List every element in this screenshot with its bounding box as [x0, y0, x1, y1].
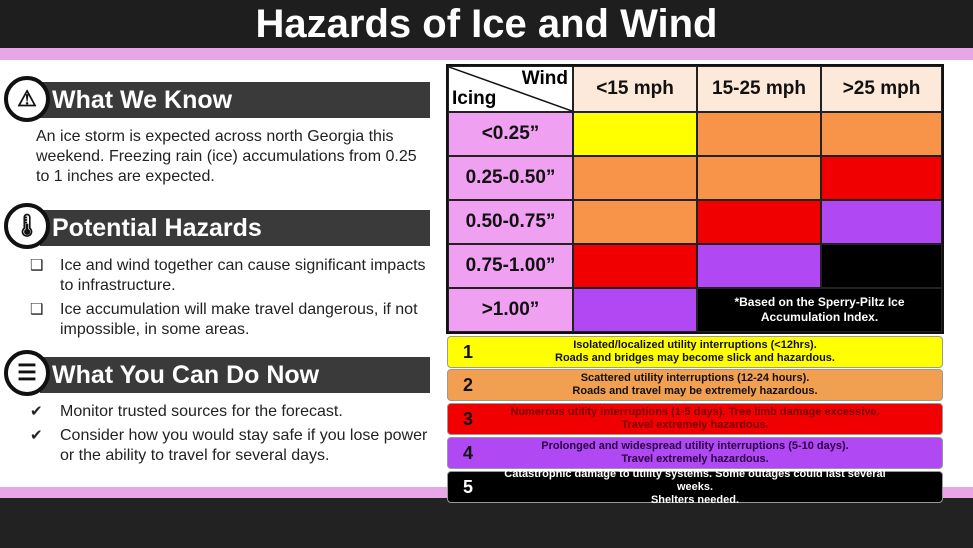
legend-line: Roads and travel may be extremely hazardous. — [572, 385, 818, 397]
legend-line: Prolonged and widespread utility interruptions (5-10 days). — [541, 440, 849, 452]
checkbox-bullet-icon: ❑ — [30, 301, 44, 318]
matrix-corner — [448, 66, 573, 112]
page-title: Hazards of Ice and Wind — [0, 0, 973, 48]
legend-line: Roads and bridges may become slick and hazardous. — [555, 352, 835, 364]
icing-row-header: <0.25” — [448, 112, 573, 156]
icing-label: Icing — [452, 88, 497, 109]
legend-row-level-2 — [447, 369, 943, 401]
legend-level-number: 1 — [462, 341, 473, 362]
legend-line: Shelters needed. — [650, 493, 740, 506]
matrix-cell-level-2 — [697, 156, 821, 200]
matrix-cell-level-2 — [697, 112, 821, 156]
legend-level-number: 3 — [462, 408, 473, 429]
sperry-piltz-note: *Based on the Sperry-Piltz Ice Accumulation Index. — [697, 288, 942, 332]
list-item-text: Monitor trusted sources for the forecast. — [60, 403, 343, 420]
wind-label: Wind — [521, 68, 568, 89]
legend-line: Travel extremely hazardous. — [621, 419, 769, 431]
legend-line: Numerous utility interruptions (1-5 days). Tree limb damage excessive. — [510, 406, 880, 418]
matrix-cell-level-4 — [697, 244, 821, 288]
section-heading-what-you-can-do: What You Can Do Now — [40, 357, 430, 393]
legend-level-number: 2 — [462, 374, 473, 395]
list-item — [30, 402, 430, 422]
legend-line: Scattered utility interruptions (12-24 hours). — [580, 372, 810, 384]
section-heading-potential-hazards: Potential Hazards — [40, 210, 430, 246]
legend-row-level-1 — [447, 336, 943, 368]
wind-col-header: 15-25 mph — [697, 66, 821, 112]
icing-row-header: 0.75-1.00” — [448, 244, 573, 288]
checkmark-icon: ✔ — [30, 403, 43, 420]
matrix-cell-level-5 — [821, 244, 942, 288]
legend-row-level-4 — [447, 437, 943, 469]
legend-level-number: 5 — [462, 476, 473, 497]
ice-wind-matrix — [446, 64, 944, 334]
todo-list — [30, 402, 430, 470]
icing-row-header: 0.50-0.75” — [448, 200, 573, 244]
legend-level-number: 4 — [462, 442, 473, 463]
legend-description — [488, 372, 942, 398]
matrix-cell-level-2 — [821, 112, 942, 156]
thermometer-icon: 🌡 — [4, 203, 50, 249]
legend-line: Isolated/localized utility interruptions (<12hrs). — [573, 339, 817, 351]
icing-row-header: >1.00” — [448, 288, 573, 332]
matrix-cell-level-2 — [573, 156, 697, 200]
top-stripe — [0, 48, 973, 60]
matrix-cell-level-4 — [821, 200, 942, 244]
icing-row-header: 0.25-0.50” — [448, 156, 573, 200]
list-item-text: Consider how you would stay safe if you lose power or the ability to travel for several days. — [60, 427, 428, 464]
list-item-text: Ice and wind together can cause significant impacts to infrastructure. — [60, 257, 426, 294]
hazards-list — [30, 256, 430, 344]
matrix-cell-level-3 — [573, 244, 697, 288]
section-heading-what-we-know: What We Know — [40, 82, 430, 118]
legend-description — [488, 339, 942, 365]
list-item-text: Ice accumulation will make travel dangerous, if not impossible, in some areas. — [60, 301, 418, 338]
list-item — [30, 256, 430, 296]
matrix-cell-level-3 — [697, 200, 821, 244]
what-we-know-text: An ice storm is expected across north Georgia this weekend. Freezing rain (ice) accumulations from 0.25 to 1 inches are expected. — [36, 128, 417, 185]
warning-icon: ⚠ — [4, 76, 50, 122]
checkmark-icon: ✔ — [30, 427, 43, 444]
matrix-cell-level-3 — [821, 156, 942, 200]
checklist-icon: ☰ — [4, 350, 50, 396]
legend-row-level-3 — [447, 403, 943, 435]
list-item — [30, 426, 430, 466]
matrix-cell-level-2 — [573, 200, 697, 244]
legend-description — [488, 440, 942, 466]
legend-line: Catastrophic damage to utility systems. Some outages could last several weeks. — [504, 467, 886, 493]
wind-col-header: <15 mph — [573, 66, 697, 112]
matrix-cell-level-1 — [573, 112, 697, 156]
legend-line: Travel extremely hazardous. — [621, 453, 769, 465]
checkbox-bullet-icon: ❑ — [30, 257, 44, 274]
legend-description — [488, 468, 942, 507]
list-item — [30, 300, 430, 340]
matrix-cell-level-4 — [573, 288, 697, 332]
legend-row-level-5 — [447, 467, 943, 506]
legend-description — [488, 406, 942, 432]
wind-col-header: >25 mph — [821, 66, 942, 112]
